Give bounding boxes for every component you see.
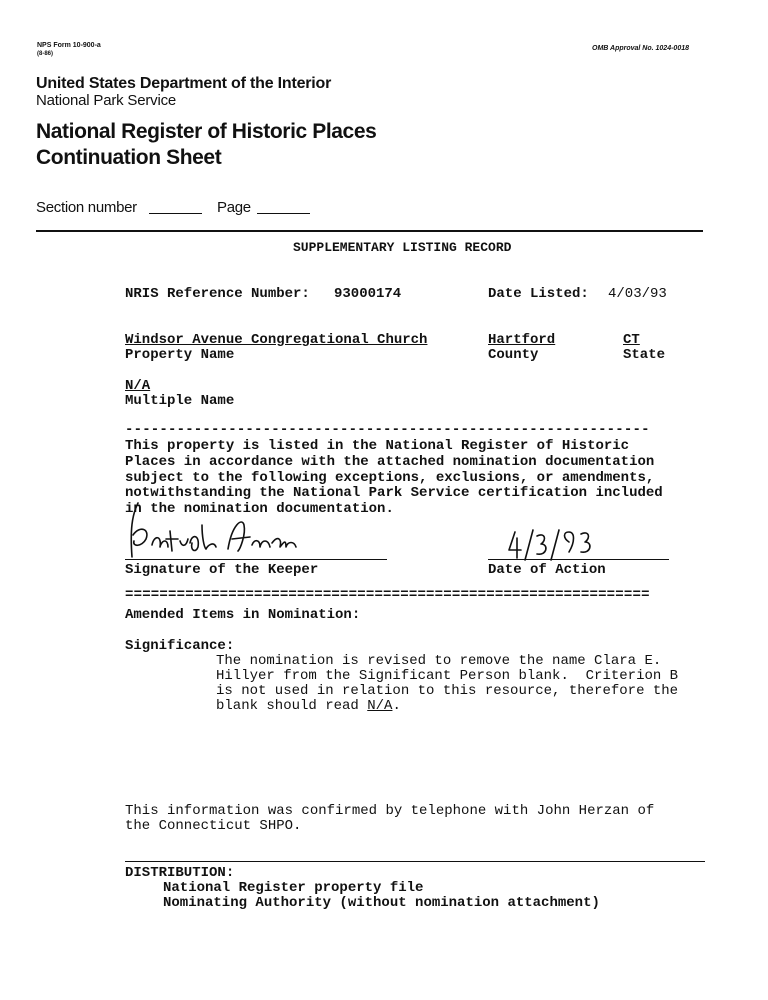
property-name-label: Property Name bbox=[125, 347, 235, 363]
section-number-label: Section number bbox=[36, 199, 137, 216]
statement-line: Places in accordance with the attached nomination documentation bbox=[125, 454, 655, 470]
date-listed-label: Date Listed: bbox=[488, 286, 589, 302]
nris-value: 93000174 bbox=[334, 286, 402, 302]
signature-line bbox=[125, 559, 387, 560]
distribution-item: Nominating Authority (without nomination attachment) bbox=[163, 895, 600, 911]
distribution-divider bbox=[125, 861, 705, 862]
multiple-name-label: Multiple Name bbox=[125, 393, 235, 409]
dash-rule: ------------------------------------------------------------- bbox=[125, 422, 650, 438]
section-number-blank bbox=[149, 213, 202, 214]
distribution-item: National Register property file bbox=[163, 880, 424, 896]
county-value: Hartford bbox=[488, 332, 556, 348]
statement-line: This property is listed in the National Register of Historic bbox=[125, 438, 630, 454]
significance-line: is not used in relation to this resource, therefore the bbox=[216, 683, 679, 699]
omb-approval: OMB Approval No. 1024-0018 bbox=[592, 45, 689, 52]
page-blank bbox=[257, 213, 310, 214]
header-divider bbox=[36, 230, 703, 232]
property-name-value: Windsor Avenue Congregational Church bbox=[125, 332, 428, 348]
confirmation-line: the Connecticut SHPO. bbox=[125, 818, 302, 834]
distribution-label: DISTRIBUTION: bbox=[125, 865, 235, 881]
significance-line: The nomination is revised to remove the name Clara E. bbox=[216, 653, 662, 669]
equals-rule: ============================================================= bbox=[125, 587, 650, 603]
significance-last-prefix: blank should read bbox=[216, 698, 368, 714]
statement-line: in the nomination documentation. bbox=[125, 501, 394, 517]
statement-line: notwithstanding the National Park Service certification included bbox=[125, 485, 663, 501]
state-value: CT bbox=[623, 332, 640, 348]
signature-label: Signature of the Keeper bbox=[125, 562, 319, 578]
keeper-signature bbox=[110, 495, 310, 565]
significance-line bbox=[216, 698, 401, 714]
date-action-line bbox=[488, 559, 669, 560]
date-listed-value: 4/03/93 bbox=[608, 286, 667, 302]
page-title-line2: Continuation Sheet bbox=[36, 146, 222, 169]
county-label: County bbox=[488, 347, 539, 363]
significance-line: Hillyer from the Significant Person blank. Criterion B bbox=[216, 668, 679, 684]
significance-last-suffix: . bbox=[392, 698, 401, 714]
multiple-name-value: N/A bbox=[125, 378, 151, 394]
page-title-line1: National Register of Historic Places bbox=[36, 120, 377, 143]
form-date: (8-86) bbox=[37, 51, 54, 57]
significance-label: Significance: bbox=[125, 638, 235, 654]
form-number: NPS Form 10-900-a bbox=[37, 42, 101, 49]
department-name: United States Department of the Interior bbox=[36, 75, 332, 92]
nris-label: NRIS Reference Number: bbox=[125, 286, 310, 302]
agency-name: National Park Service bbox=[36, 92, 177, 109]
record-heading: SUPPLEMENTARY LISTING RECORD bbox=[293, 240, 512, 255]
significance-na-value: N/A bbox=[367, 698, 393, 714]
date-action-label: Date of Action bbox=[488, 562, 606, 578]
statement-line: subject to the following exceptions, exclusions, or amendments, bbox=[125, 470, 655, 486]
page-label: Page bbox=[217, 199, 251, 216]
amended-heading: Amended Items in Nomination: bbox=[125, 607, 361, 623]
state-label: State bbox=[623, 347, 666, 363]
confirmation-line: This information was confirmed by telephone with John Herzan of bbox=[125, 803, 655, 819]
